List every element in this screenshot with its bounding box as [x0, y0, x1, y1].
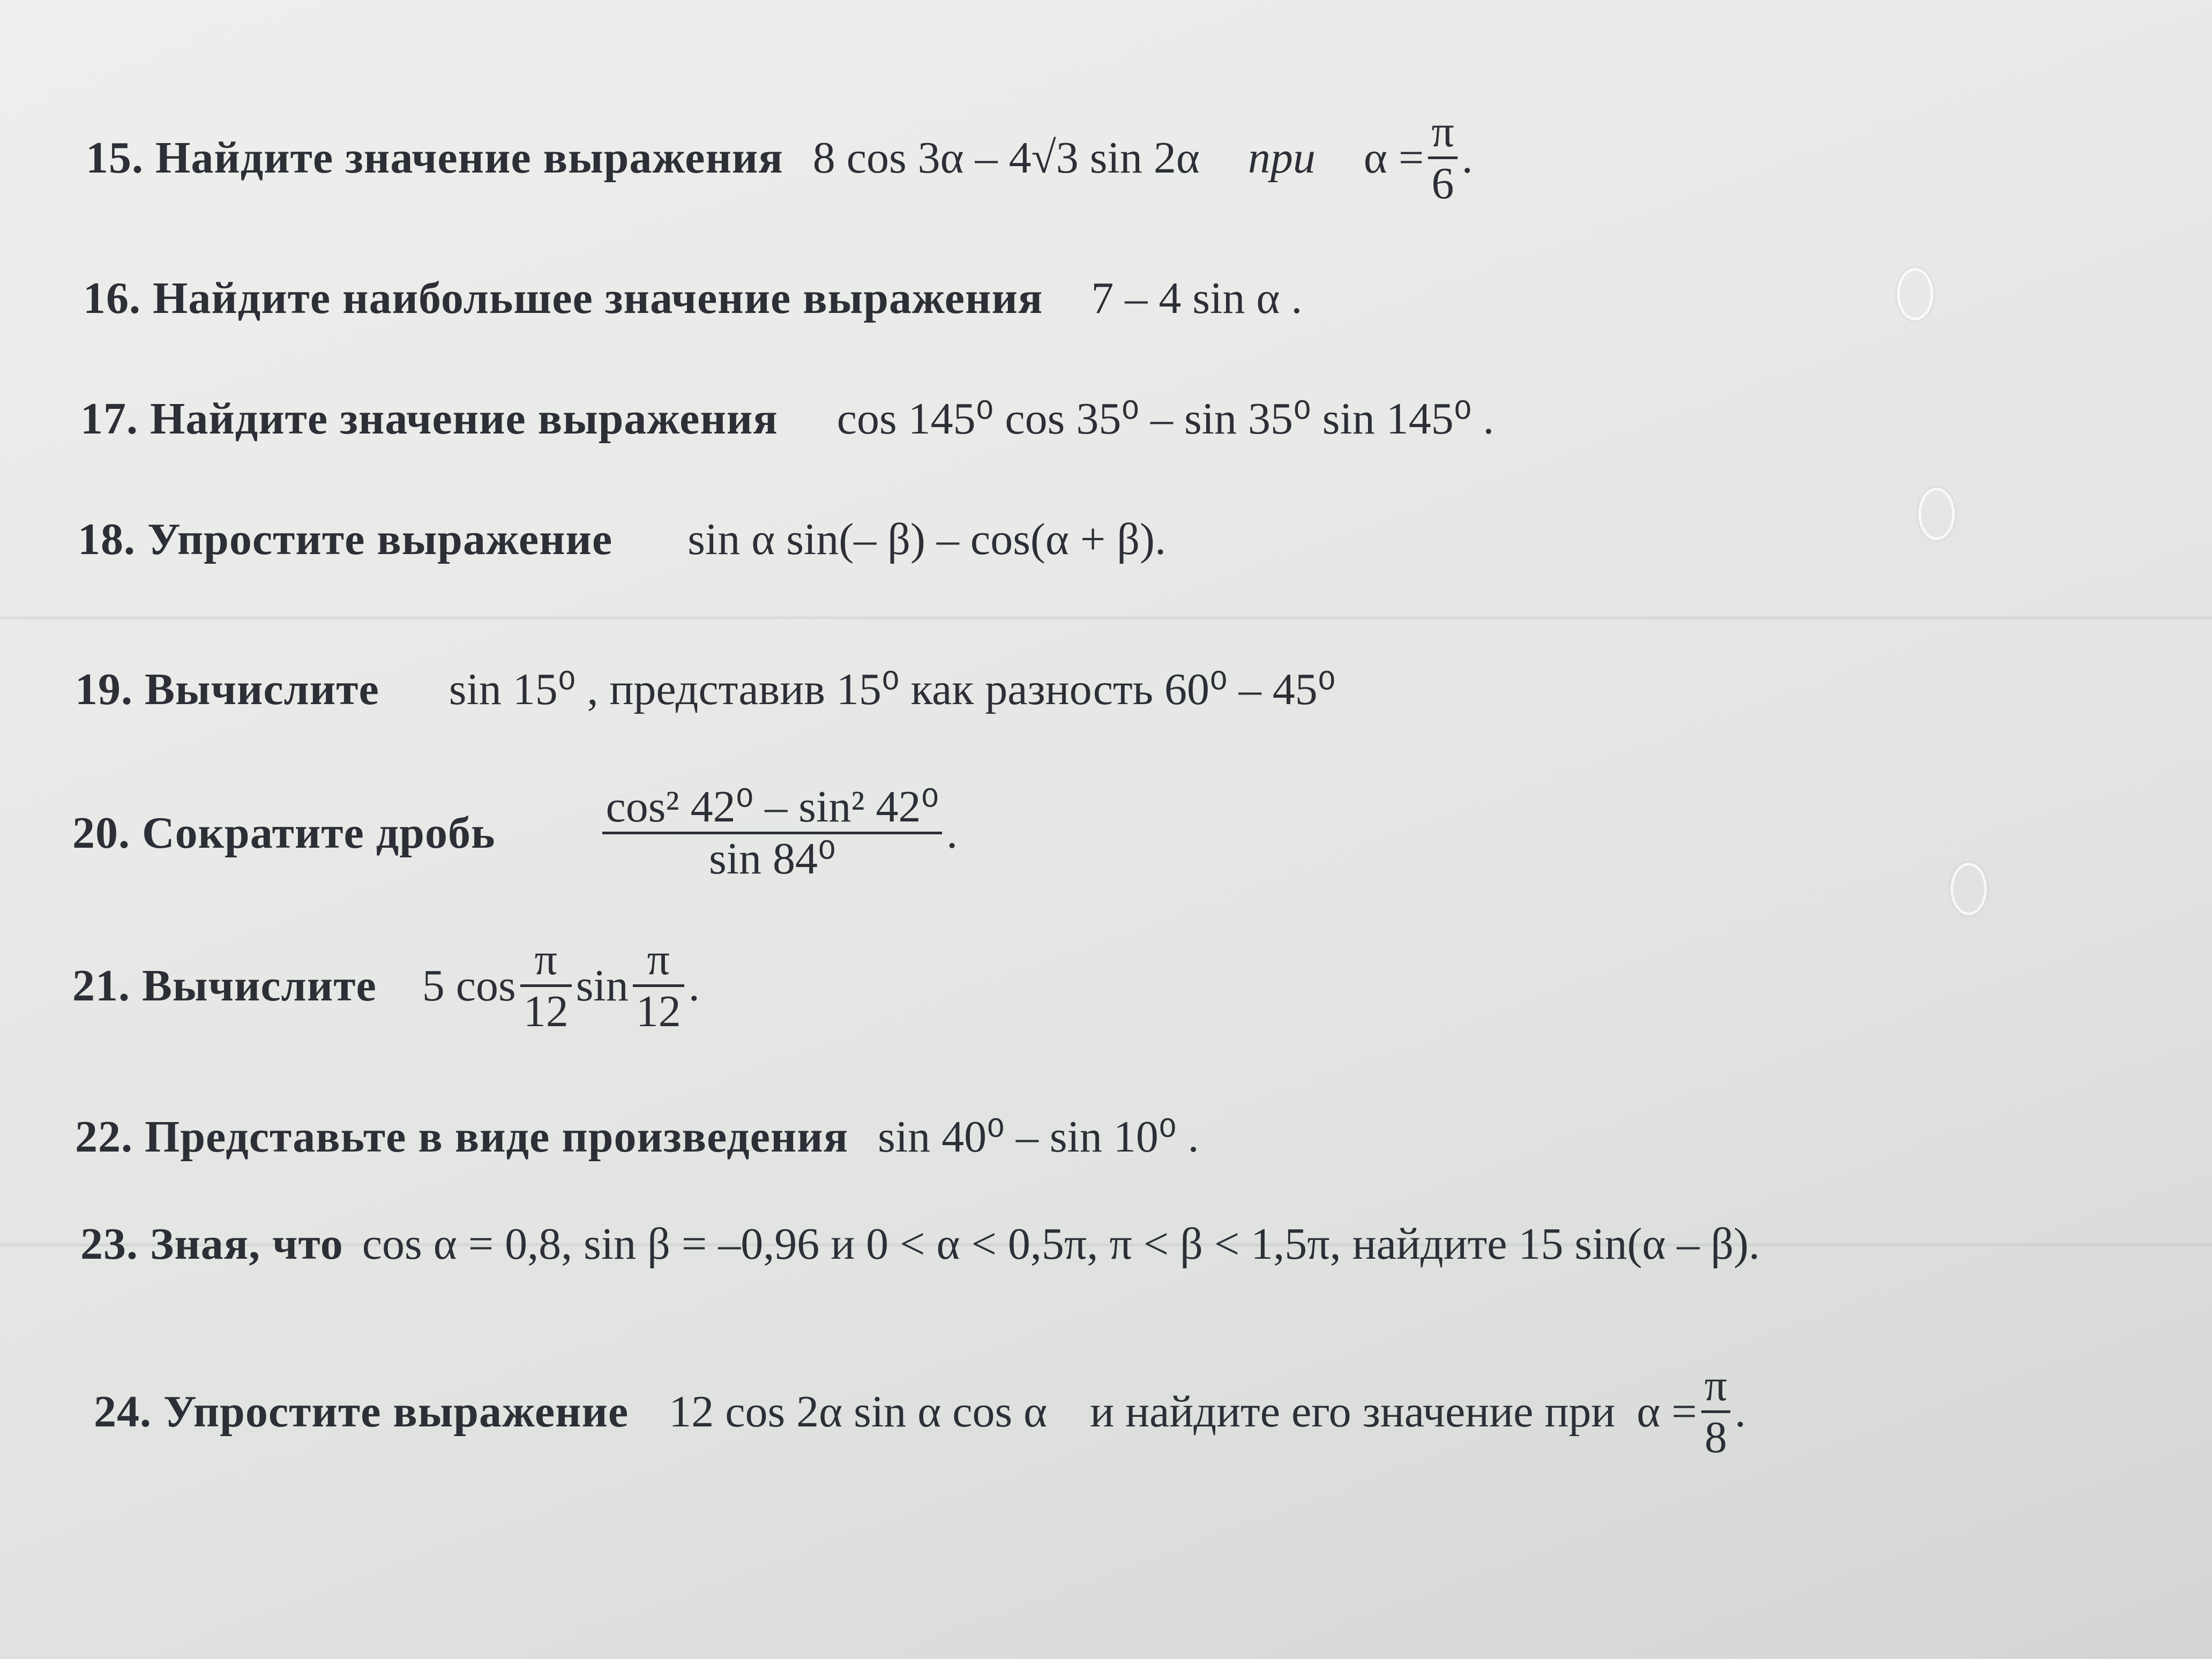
- problem-24-expression: 12 cos 2α sin α cos α: [669, 1386, 1048, 1437]
- problem-20-label: 20. Сократите дробь: [72, 808, 496, 858]
- problem-18: [78, 514, 1166, 564]
- problem-16-expression: 7 – 4 sin α .: [1091, 273, 1303, 323]
- problem-21-coefficient-cos: 5 cos: [422, 960, 516, 1011]
- problem-23: [80, 1219, 1760, 1269]
- problem-21: [72, 935, 700, 1037]
- fraction-denominator: 6: [1431, 159, 1454, 209]
- problem-21-label: 21. Вычислите: [72, 960, 377, 1011]
- problem-15-expression: 8 cos 3α – 4√3 sin 2α: [812, 132, 1200, 183]
- problem-21-fraction-1: [520, 935, 572, 1037]
- problem-20: [72, 782, 958, 884]
- fraction-numerator: π: [1704, 1361, 1728, 1410]
- problem-24: [94, 1361, 1746, 1463]
- problem-22-expression: sin 40⁰ – sin 10⁰ .: [878, 1112, 1199, 1162]
- paper-crease: [0, 616, 2212, 619]
- fraction-numerator: cos² 42⁰ – sin² 42⁰: [606, 782, 939, 832]
- problem-16: [83, 273, 1303, 323]
- problem-19-expression: sin 15⁰ , представив 15⁰ как разность 60⁰ – 45⁰: [449, 664, 1336, 714]
- problem-17: [80, 394, 1494, 444]
- problem-20-period: .: [946, 808, 958, 858]
- problem-15-fraction: [1428, 107, 1457, 209]
- fraction-denominator: 12: [636, 987, 681, 1037]
- problem-20-fraction: [602, 782, 942, 884]
- problem-19-label: 19. Вычислите: [75, 664, 379, 714]
- problem-15-label: 15. Найдите значение выражения: [86, 132, 783, 183]
- problem-24-instruction: и найдите его значение при: [1090, 1386, 1616, 1437]
- problem-23-expression: cos α = 0,8, sin β = –0,96 и 0 < α < 0,5π, π < β < 1,5π, найдите 15 sin(α – β).: [362, 1219, 1760, 1269]
- problem-15-condition-word: при: [1247, 132, 1316, 183]
- problem-15: [86, 107, 1473, 209]
- problem-19: [75, 664, 1336, 714]
- fraction-numerator: π: [534, 935, 557, 984]
- fraction-numerator: π: [1431, 107, 1454, 156]
- problem-16-label: 16. Найдите наибольшее значение выражения: [83, 273, 1043, 323]
- fraction-denominator: 8: [1704, 1413, 1727, 1463]
- punch-hole-mark: [1897, 268, 1933, 320]
- problem-15-variable: α =: [1363, 132, 1424, 183]
- punch-hole-mark: [1951, 863, 1987, 915]
- fraction-denominator: 12: [523, 987, 569, 1037]
- problem-17-label: 17. Найдите значение выражения: [80, 394, 778, 444]
- problem-22: [75, 1112, 1199, 1162]
- punch-hole-mark: [1918, 488, 1955, 540]
- problem-24-fraction: [1701, 1361, 1730, 1463]
- problem-15-period: .: [1461, 132, 1473, 183]
- problem-24-variable: α =: [1636, 1386, 1697, 1437]
- fraction-numerator: π: [647, 935, 670, 984]
- problem-21-period: .: [688, 960, 700, 1011]
- problem-18-expression: sin α sin(– β) – cos(α + β).: [687, 514, 1166, 564]
- fraction-denominator: sin 84⁰: [708, 834, 836, 884]
- problem-23-label: 23. Зная, что: [80, 1219, 343, 1269]
- problem-21-fraction-2: [633, 935, 684, 1037]
- problem-18-label: 18. Упростите выражение: [78, 514, 613, 564]
- problem-22-label: 22. Представьте в виде произведения: [75, 1112, 849, 1162]
- problem-17-expression: cos 145⁰ cos 35⁰ – sin 35⁰ sin 145⁰ .: [836, 394, 1494, 444]
- problem-24-label: 24. Упростите выражение: [94, 1386, 629, 1437]
- problem-21-sin: sin: [576, 960, 629, 1011]
- problem-24-period: .: [1735, 1386, 1746, 1437]
